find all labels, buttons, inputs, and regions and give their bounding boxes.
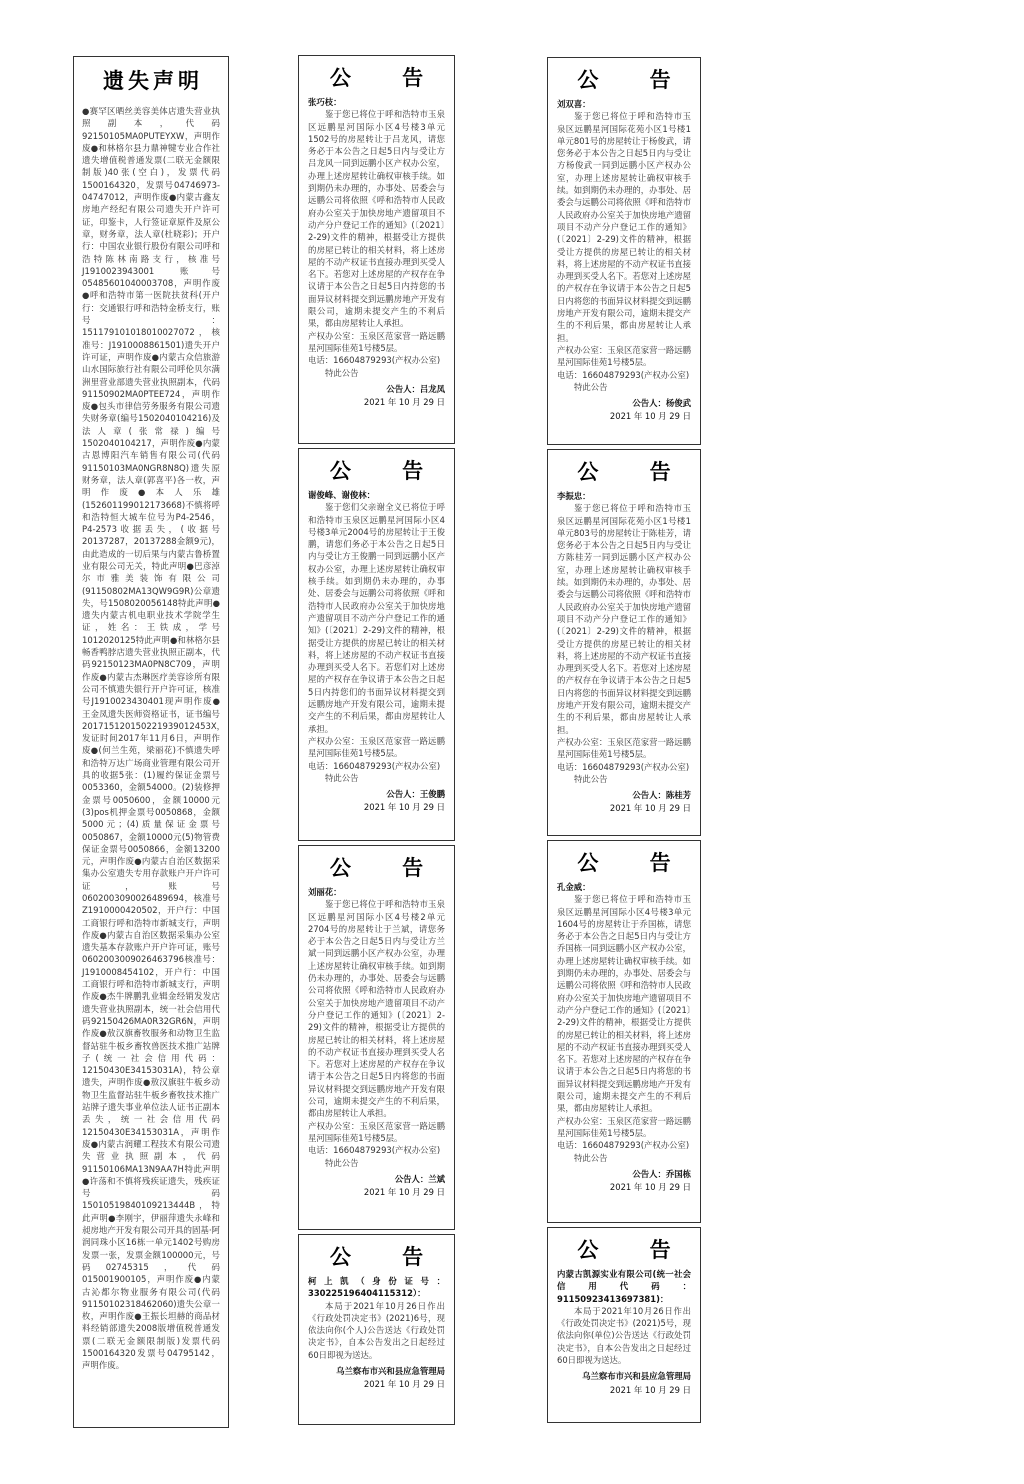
notice-title: 公 告: [577, 459, 693, 484]
notice-date: 2021 年 10 月 29 日: [609, 803, 691, 814]
lost-notice-title: 遗失声明: [103, 68, 203, 93]
notice-title: 公 告: [329, 855, 446, 880]
notice-signer: 公告人：陈桂芳: [632, 790, 691, 801]
notice-title: 公 告: [577, 67, 693, 92]
notice-phone: 电话：16604879293(产权办公室): [308, 355, 441, 366]
notice-addressee: 柯上凯（身份证号：330225196404115312）：: [308, 1276, 445, 1299]
notice-date: 2021 年 10 月 29 日: [363, 1187, 445, 1198]
notice-date: 2021 年 10 月 29 日: [609, 1182, 691, 1193]
notice-closing: 特此公告: [325, 1157, 359, 1168]
notice-box-8: [547, 1227, 701, 1423]
notice-date: 2021 年 10 月 29 日: [609, 411, 691, 422]
notice-date: 2021 年 10 月 29 日: [609, 1384, 691, 1395]
notice-office: 产权办公室：玉泉区范家营一路远鹏星河国际佳苑1号楼5层。: [557, 736, 691, 760]
notice-addressee: 内蒙古凯源实业有限公司(统一社会信用代码：91150923413697381)：: [557, 1269, 691, 1304]
notice-phone: 电话：16604879293(产权办公室): [308, 1145, 441, 1156]
notice-body: 鉴于您已将位于呼和浩特市玉泉区远鹏星河国际小区4号楼3单元1502号的房屋转让于吕龙风，请您务必于本公告之日起5日内与受让方吕龙风一同到远鹏小区产权办公室，办理上述房屋转让确权审核手续。如到期仍未办理的，办事处、居委会与远鹏公司将依照《呼和浩特市人民政府办公室关于加快房地产遗留项目不动产分户登记工作的通知》(〔2021〕2-29)文件的精神，根据受让方提供的房屋已转让的相关材料，将上述房屋的不动产权证书直接办理到买受人名下。若您对上述房屋的产权存在争议请于本公告之日起5日内持您的书面异议材料提交到远鹏房地产开发有限公司，逾期未提交产生的不利后果，都由房屋转让人承担。: [308, 109, 445, 329]
notice-signer: 公告人：兰斌: [394, 1173, 445, 1184]
notice-signer: 公告人：王俊鹏: [386, 789, 445, 800]
notice-addressee: 孔金威：: [557, 882, 591, 892]
notice-signer: 公告人：乔国栋: [632, 1168, 691, 1179]
notice-box-1: [298, 55, 455, 444]
notice-body: 本局于2021年10月26日作出《行政处罚决定书》(2021)6号，现依法向你(个人)公告送达《行政处罚决定书》，自本公告发出之日起经过60日即视为送达。: [308, 1300, 445, 1360]
notice-box-3: [298, 845, 455, 1230]
notice-closing: 特此公告: [574, 381, 608, 392]
notice-closing: 特此公告: [574, 773, 608, 784]
notice-addressee: 李振忠：: [557, 491, 591, 501]
notice-phone: 电话：16604879293(产权办公室): [557, 1140, 690, 1151]
notice-box-6: [547, 449, 701, 836]
notice-date: 2021 年 10 月 29 日: [363, 397, 445, 408]
notice-closing: 特此公告: [325, 367, 359, 378]
notice-signer: 乌兰察布市兴和县应急管理局: [336, 1366, 445, 1377]
notice-signer: 公告人：杨俊武: [632, 398, 691, 409]
notice-closing: 特此公告: [574, 1152, 608, 1163]
notice-box-7: [547, 840, 701, 1223]
notice-addressee: 刘丽花：: [308, 887, 342, 897]
notice-office: 产权办公室：玉泉区范家营一路远鹏星河国际佳苑1号楼5层。: [308, 330, 445, 353]
notice-phone: 电话：16604879293(产权办公室): [557, 369, 690, 380]
notice-body: 鉴于您已将位于呼和浩特市玉泉区远鹏星河国际小区4号楼2单元2704号的房屋转让于兰斌，请您务必于本公告之日起5日内与受让方兰斌一同到远鹏小区产权办公室，办理上述房屋转让确权审核手续。如到期仍未办理的，办事处、居委会与远鹏公司将依照《呼和浩特市人民政府办公室关于加快房地产遗留项目不动产分户登记工作的通知》(〔2021〕2-29)文件的精神，根据受让方提供的房屋已转让的相关材料，将上述房屋的不动产权证书直接办理到买受人名下。若您对上述房屋的产权存在争议请于本公告之日起5日内将您的书面异议材料提交到远鹏房地产开发有限公司，逾期未提交产生的不利后果，都由房屋转让人承担。: [308, 899, 445, 1119]
lost-notice-text: ●赛罕区晒丝美容美体店遗失营业执照副本，代码92150105MA0PUTEYXW，声明作废●和林格尔县力鼎神犍专业合作社遗失增值税普通发票(二联无金额限制版)40张(空白)，发票代码1500164320，发票号04746973-04747012，声明作废●内蒙古鑫友房地产经纪有限公司遗失开户许可证，印鉴卡，人行签证章原件及原公章，财务章，法人章(杜晓彩)；开户行：中国农业银行股份有限公司呼和浩特陈林南路支行，核准号J1910023943001 账号05485601040003708，声明作废●呼和浩特市第一医院扶贫科(开户行：交通银行呼和浩特金桥支行，账号：151179101018010027072，核准号：J1910008861501)遗失开户许可证，声明作废●内蒙古众信旅游山水国际旅行社有限公司呼伦贝尔满洲里营业部遗失营业执照副本，代码91150902MA0PTEE724，声明作废●包头市律信劳务服务有限公司遗失财务章(编号1502040104216)及法人章(张常禄)编号1502040104217，声明作废●内蒙古恩博阳汽车销售有限公司(代码91150103MA0NGR8N8Q)遗失原财务章，法人章(郭喜平)各一枚，声明作废●本人乐雄(152601199012173668)不慎将呼和浩特恒大城车位号为P4-2546，P4-2573收据丢失，(收据号20137287，20137288金额9元)，由此造成的一切后果与内蒙古鲁桥置业有限公司无关，特此声明●巴彦淖尔市雅美装饰有限公司(91150802MA13QW9G9R)公章遗失，号1508020056148特此声明●遗失内蒙古机电职业技术学院学生证，姓名：王铁成，学号1012020125特此声明●和林格尔县畅香鸭脖店遗失营业执照正副本，代码92150123MA0PN8C709，声明作废●内蒙古杰琳医疗美容诊所有限公司不慎遗失银行开户许可证，核准号J1910023430401现声明作废●王金凤遗失医师资格证书，证书编号201715120150221939012453X，发证时间2017年11月6日，声明作废●(何兰生苑，梁丽花)不慎遗失呼和浩特万达广场商业管理有限公司开具的收据5张：(1)履约保证金票号0053360，金额54000。(2)装修押金票号0050600，金额10000元(3)pos机押金票号0050868，金额5000元；(4)质量保证金票号0050867，金额10000元(5)物管费保证金票号0050866，金额13200元，声明作废●内蒙古自治区数据采集办公室遗失专用存款账户开户许可证，账号0602003090026489694，核准号Z1910000420502，开户行：中国工商银行呼和浩特市新城支行，声明作废●内蒙古自治区数据采集办公室遗失基本存款账户开户许可证，账号0602003009026463796核准号：J1910008454102，开户行：中国工商银行呼和浩特市新城支行，声明作废●杰牛牌鹏乳业辑金经销发发店遗失营业执照副本，统一社会信用代码92150426MA0R32GR6N，声明作废●敖汉旗畜牧服务和动物卫生监督站驻牛板乡畜牧兽医技术推广站牌子(统一社会信用代码：12150430E34153031A)，特公章遗失，声明作废●敖汉旗驻牛板乡动物卫生监督站驻牛板乡畜牧技术推广站牌子遗失事业单位法人证书正副本丢失，统一社会信用代码12150430E34153031A，声明作废●内蒙古润耀工程技术有限公司遗失营业执照副本，代码91150106MA13N9AA7H特此声明●许荡和不慎将残疾证遗失，残疾证号码15010519840109213444B，特此声明●李刚宇，伊丽萍遗失永峰和昶房地产开发有限公司开具的固基·阿润同珠小区16栋一单元1402号购房发票一张，发票金额100000元，号码02745315，代码015001900105，声明作废●内蒙古沁都尔物业服务有限公司(代码91150102318462060)遗失公章一枚，声明作废●王振长坦赫的商品材料经销部遗失2008版增值税普通发票(二联无金额限制版)发票代码1500164320发票号04795142，声明作废。: [82, 106, 226, 1371]
notice-phone: 电话：16604879293(产权办公室): [557, 761, 690, 772]
notice-title: 公 告: [577, 850, 693, 875]
notice-addressee: 刘双喜：: [557, 99, 591, 109]
notice-signer: 乌兰察布市兴和县应急管理局: [582, 1371, 691, 1382]
lost-notice-column: [73, 56, 229, 1428]
notice-body: 鉴于您已将位于呼和浩特市玉泉区远鹏星河国际花苑小区1号楼1单元801号的房屋转让于杨俊武，请您务必于本公告之日起5日内与受让方杨俊武一同到远鹏小区产权办公室，办理上述房屋转让确权审核手续。如到期仍未办理的，办事处、居委会与远鹏公司将依照《呼和浩特市人民政府办公室关于加快房地产遗留项目不动产分户登记工作的通知》(〔2021〕2-29)文件的精神，根据受让方提供的房屋已转让的相关材料，将上述房屋的不动产权证书直接办理到买受人名下。若您对上述房屋的产权存在争议请于本公告之日起5日内将您的书面异议材料提交到远鹏房地产开发有限公司，逾期未提交产生的不利后果，都由房屋转让人承担。: [557, 111, 691, 343]
notice-office: 产权办公室：玉泉区范家营一路远鹏星河国际佳苑1号楼5层。: [308, 1120, 445, 1143]
notice-body: 本局于2021年10月26日作出《行政处罚决定书》(2021)5号，现依法向你(单位)公告送达《行政处罚决定书》，自本公告发出之日起经过60日即视为送达。: [557, 1305, 691, 1366]
notice-phone: 电话：16604879293(产权办公室): [308, 760, 441, 771]
notice-body: 鉴于您们父亲谢全义已将位于呼和浩特市玉泉区远鹏星河国际小区4号楼3单元2004号的房屋转让于王俊鹏，请您们务必于本公告之日起5日内与受让方王俊鹏一同到远鹏小区产权办公室，办理上述房屋转让确权审核手续。如到期仍未办理的，办事处、居委会与远鹏公司将依照《呼和浩特市人民政府办公室关于加快房地产遗留项目不动产分户登记工作的通知》(〔2021〕2-29)文件的精神，根据受让方提供的房屋已转让的相关材料，将上述房屋的不动产权证书直接办理到买受人名下。若您们对上述房屋的产权存在争议请于本公告之日起5日内持您们的书面异议材料提交到远鹏房地产开发有限公司，逾期未提交产生的不利后果，都由房屋转让人承担。: [308, 502, 445, 734]
notice-box-2: [298, 448, 455, 841]
notice-closing: 特此公告: [325, 772, 359, 783]
notice-office: 产权办公室：玉泉区范家营一路远鹏星河国际佳苑1号楼5层。: [557, 344, 691, 368]
notice-body: 鉴于您已将位于呼和浩特市玉泉区远鹏星河国际小区4号楼3单元1604号的房屋转让于乔国栋，请您务必于本公告之日起5日内与受让方乔国栋一同到远鹏小区产权办公室，办理上述房屋转让确权审核手续。如到期仍未办理的，办事处、居委会与远鹏公司将依照《呼和浩特市人民政府办公室关于加快房地产遗留项目不动产分户登记工作的通知》(〔2021〕2-29)文件的精神，根据受让方提供的房屋已转让的相关材料，将上述房屋的不动产权证书直接办理到买受人名下。若您对上述房屋的产权存在争议请于本公告之日起5日内将您的书面异议材料提交到远鹏房地产开发有限公司，逾期未提交产生的不利后果，都由房屋转让人承担。: [557, 894, 691, 1114]
notice-office: 产权办公室：玉泉区范家营一路远鹏星河国际佳苑1号楼5层。: [308, 735, 445, 759]
notice-title: 公 告: [329, 1244, 446, 1269]
notice-box-5: [547, 57, 701, 445]
notice-title: 公 告: [577, 1237, 693, 1262]
notice-title: 公 告: [329, 458, 446, 483]
notice-addressee: 谢俊峰、谢俊林：: [308, 490, 375, 500]
notice-addressee: 张巧枝：: [308, 97, 342, 107]
notice-date: 2021 年 10 月 29 日: [363, 802, 445, 813]
notice-signer: 公告人：吕龙凤: [386, 383, 445, 394]
notice-box-4: [298, 1234, 455, 1425]
notice-office: 产权办公室：玉泉区范家营一路远鹏星河国际佳苑1号楼5层。: [557, 1115, 691, 1138]
notice-date: 2021 年 10 月 29 日: [363, 1379, 445, 1390]
notice-title: 公 告: [329, 65, 446, 90]
notice-body: 鉴于您已将位于呼和浩特市玉泉区远鹏星河国际花苑小区1号楼1单元803号的房屋转让于陈桂芳，请您务必于本公告之日起5日内与受让方陈桂芳一同到远鹏小区产权办公室，办理上述房屋转让确权审核手续。如到期仍未办理的，办事处、居委会与远鹏公司将依照《呼和浩特市人民政府办公室关于加快房地产遗留项目不动产分户登记工作的通知》(〔2021〕2-29)文件的精神，根据受让方提供的房屋已转让的相关材料，将上述房屋的不动产权证书直接办理到买受人名下。若您对上述房屋的产权存在争议请于本公告之日起5日内将您的书面异议材料提交到远鹏房地产开发有限公司，逾期未提交产生的不利后果，都由房屋转让人承担。: [557, 503, 691, 735]
